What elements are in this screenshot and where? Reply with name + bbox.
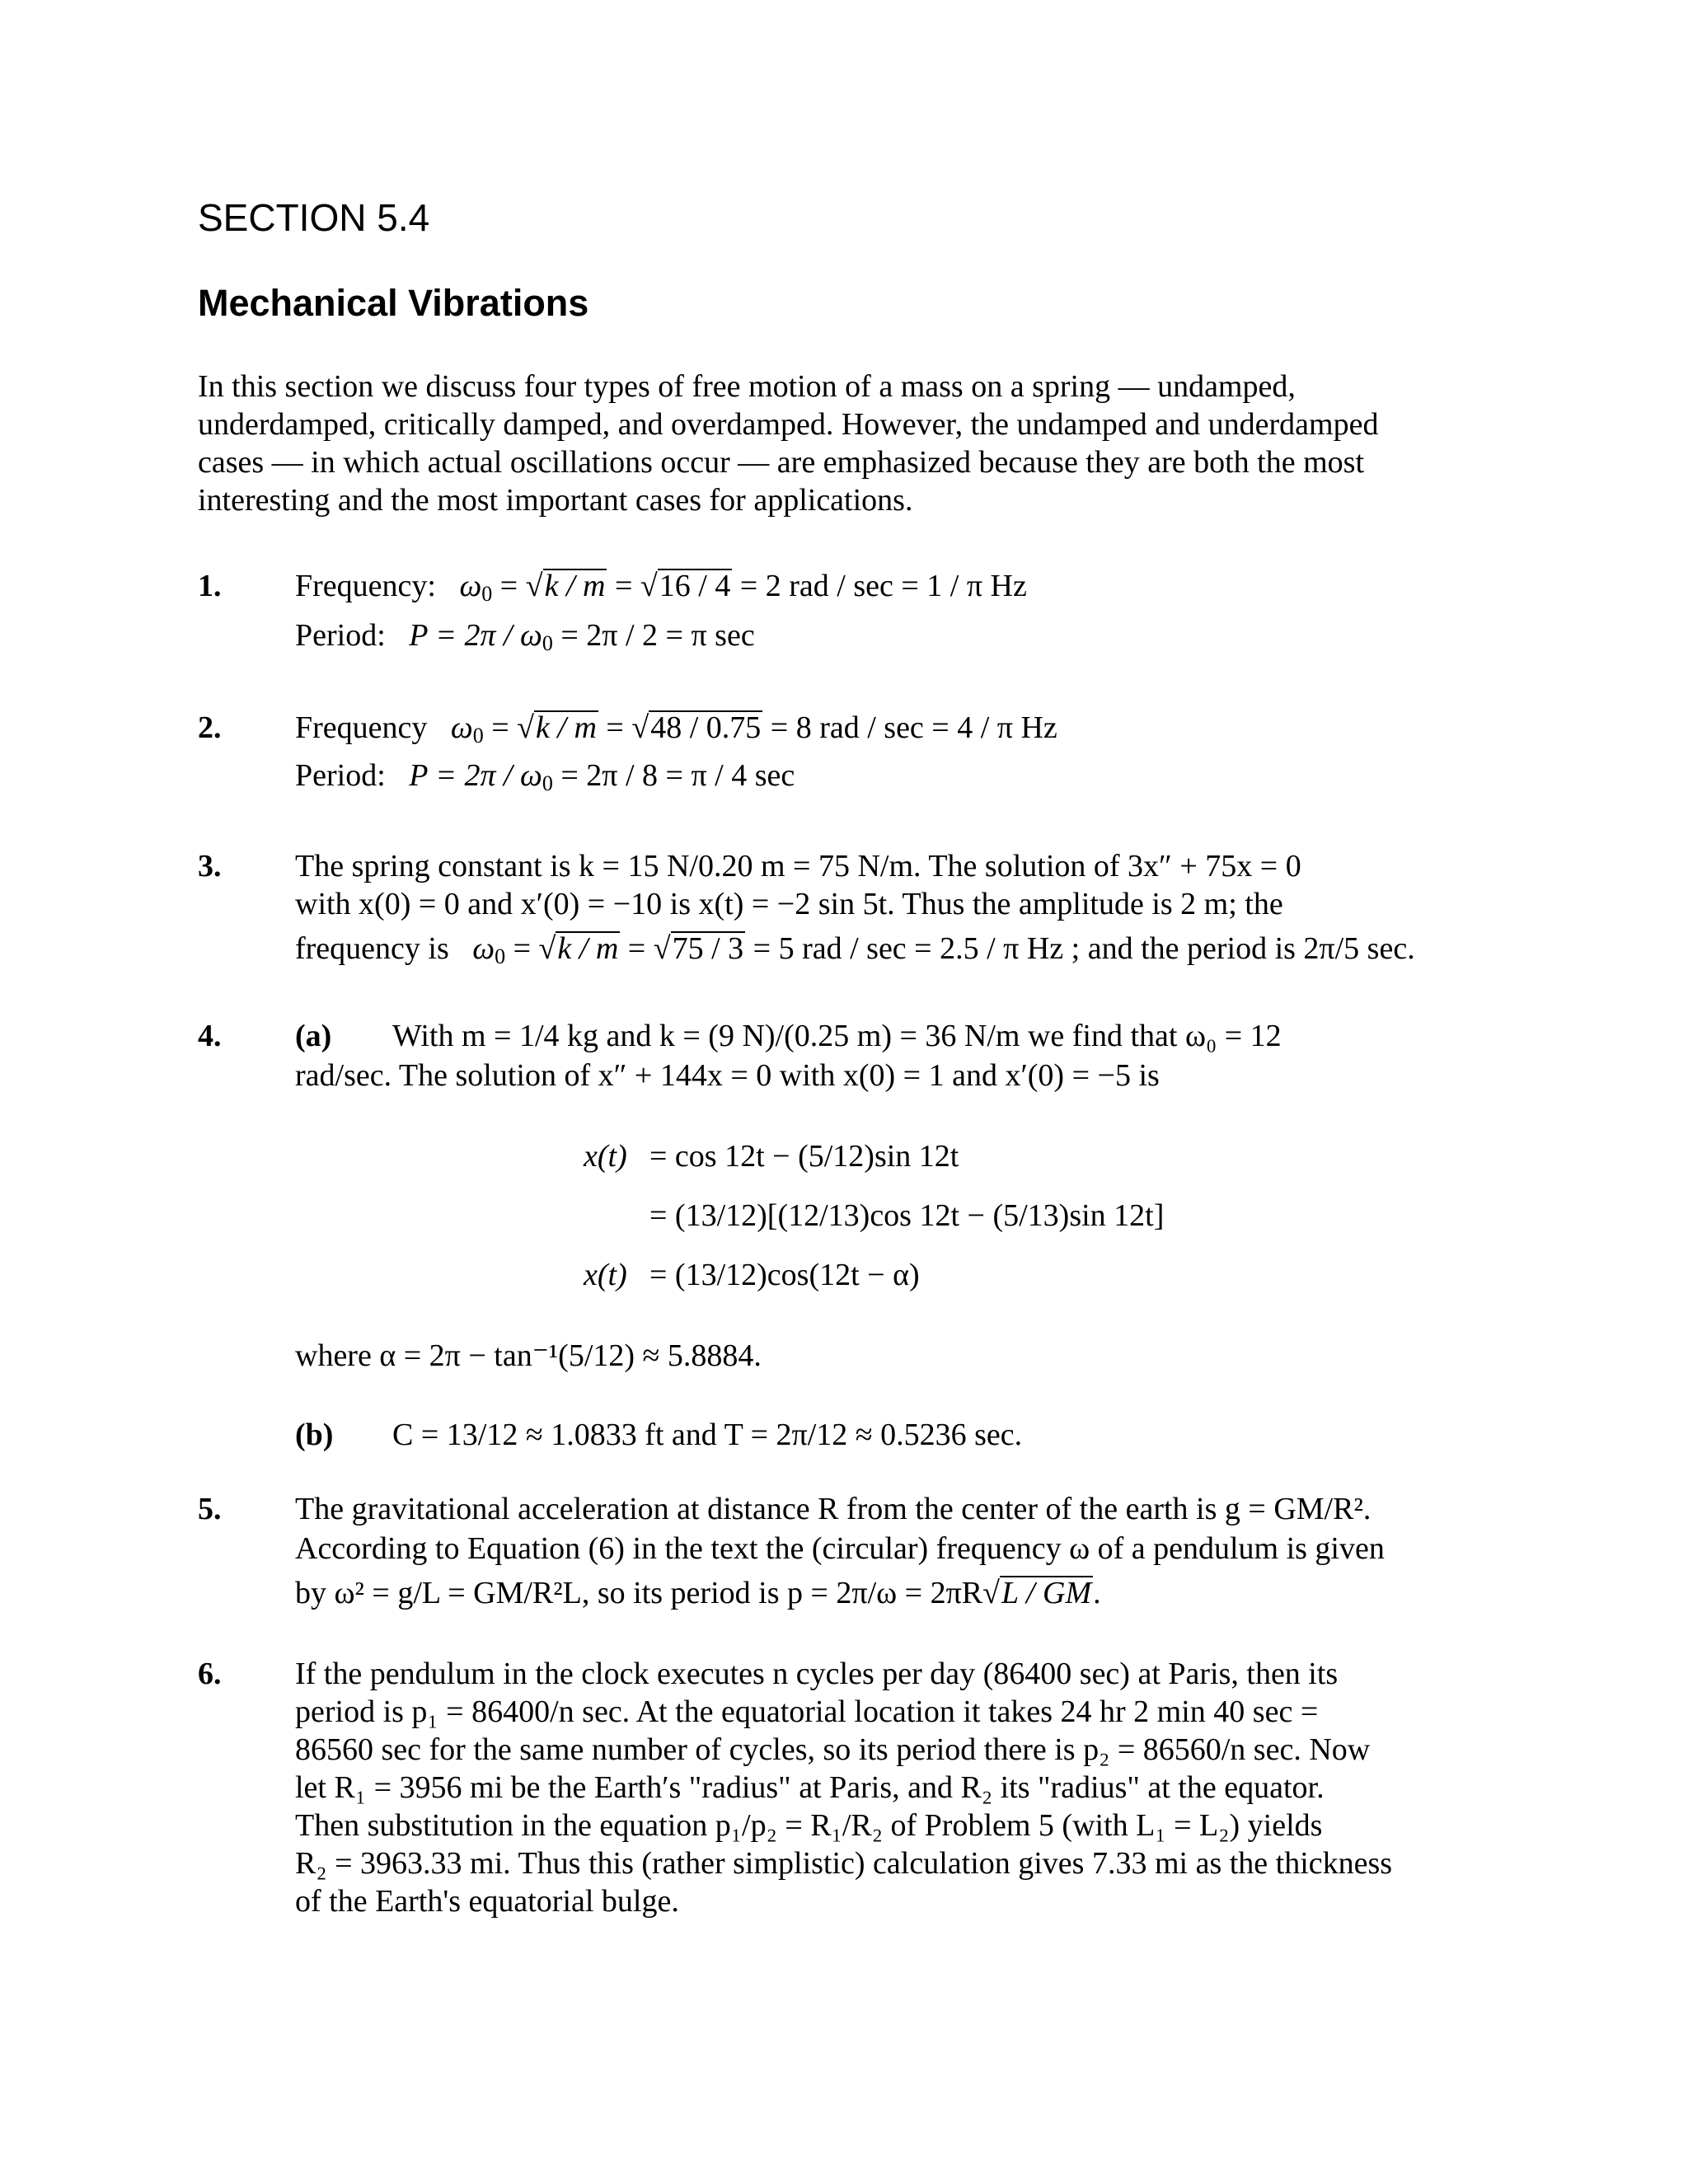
- part-a-label: (a): [295, 1019, 332, 1053]
- subscript-zero: 0: [481, 582, 493, 606]
- problem-3-line: with x(0) = 0 and x′(0) = −10 is x(t) = −2 sin 5t. Thus the amplitude is 2 m; the: [295, 887, 1283, 921]
- intro-line: cases — in which actual oscillations occur — are emphasized because they are both the most: [198, 445, 1364, 480]
- equation-lhs: x(t): [584, 1139, 627, 1174]
- problem-4-line: rad/sec. The solution of x″ + 144x = 0 with x(0) = 1 and x′(0) = −5 is: [295, 1058, 1160, 1093]
- section-title: Mechanical Vibrations: [198, 282, 589, 324]
- equals: =: [492, 569, 526, 603]
- subscript-zero: 0: [542, 771, 553, 795]
- sqrt-k-over-m: √k / m: [517, 710, 597, 745]
- period-label: Period:: [295, 618, 386, 653]
- problem-6-line: of the Earth's equatorial bulge.: [295, 1884, 679, 1919]
- sqrt-k-over-m: √k / m: [525, 569, 606, 603]
- period-end: .: [1093, 1576, 1101, 1610]
- problem-number: 5.: [198, 1492, 222, 1526]
- equation-rhs: = (13/12)[(12/13)cos 12t − (5/13)sin 12t]: [649, 1198, 1165, 1233]
- part-b-text: C = 13/12 ≈ 1.0833 ft and T = 2π/12 ≈ 0.5236 sec.: [392, 1418, 1023, 1452]
- intro-line: interesting and the most important cases for applications.: [198, 483, 913, 518]
- problem-number: 4.: [198, 1019, 222, 1053]
- omega-symbol: ω: [472, 931, 495, 966]
- frequency-label: frequency is: [295, 931, 449, 966]
- problem-6-line: let R₁ = 3956 mi be the Earth′s "radius" at Paris, and R₂ its "radius" at the equator.: [295, 1770, 1325, 1805]
- section-label: SECTION 5.4: [198, 196, 430, 239]
- frequency-result: = 8 rad / sec = 4 / π Hz: [762, 710, 1057, 745]
- problem-6-line: If the pendulum in the clock executes n cycles per day (86400 sec) at Paris, then its: [295, 1657, 1339, 1691]
- problem-number: 1.: [198, 569, 222, 603]
- period-math: P = 2π / ω: [409, 758, 542, 793]
- problem-number: 6.: [198, 1657, 222, 1691]
- frequency-result: = 2 rad / sec = 1 / π Hz: [739, 569, 1027, 603]
- problem-2-period: [295, 757, 795, 803]
- frequency-label: Frequency: [295, 710, 428, 745]
- subscript-zero: 0: [495, 944, 506, 968]
- problem-3-frequency: [295, 930, 1415, 976]
- intro-line: underdamped, critically damped, and overdamped. However, the undamped and underdamped: [198, 407, 1379, 442]
- problem-2-frequency: [295, 709, 1057, 755]
- problem-5-line: According to Equation (6) in the text the (circular) frequency ω of a pendulum is given: [295, 1531, 1385, 1566]
- equals: =: [598, 710, 632, 745]
- equation-lhs: x(t): [584, 1258, 627, 1292]
- problem-3-line: The spring constant is k = 15 N/0.20 m = 75 N/m. The solution of 3x″ + 75x = 0: [295, 849, 1301, 883]
- period-math: P = 2π / ω: [409, 618, 542, 653]
- problem-6-line: period is p₁ = 86400/n sec. At the equatorial location it takes 24 hr 2 min 40 sec =: [295, 1694, 1319, 1729]
- sqrt-value: √16 / 4: [640, 569, 731, 603]
- period-label: Period:: [295, 758, 386, 793]
- problem-6-line: R₂ = 3963.33 mi. Thus this (rather simplistic) calculation gives 7.33 mi as the thickness: [295, 1846, 1393, 1881]
- frequency-result: = 5 rad / sec = 2.5 / π Hz ; and the period is 2π/5 sec.: [745, 931, 1415, 966]
- problem-1-frequency: [295, 567, 1027, 613]
- problem-4-line: With m = 1/4 kg and k = (9 N)/(0.25 m) = 36 N/m we find that ω₀ = 12: [392, 1019, 1282, 1053]
- subscript-zero: 0: [542, 631, 553, 655]
- intro-line: In this section we discuss four types of free motion of a mass on a spring — undamped,: [198, 369, 1296, 404]
- sqrt-value: √75 / 3: [653, 931, 744, 966]
- subscript-zero: 0: [472, 724, 484, 748]
- omega-symbol: ω: [459, 569, 482, 603]
- part-b-label: (b): [295, 1418, 334, 1452]
- equals: =: [607, 569, 640, 603]
- intro-paragraph: [198, 368, 1484, 519]
- problem-5-line: The gravitational acceleration at distance R from the center of the earth is g = GM/R².: [295, 1492, 1372, 1526]
- period-result: = 2π / 2 = π sec: [552, 618, 755, 653]
- frequency-label: Frequency:: [295, 569, 436, 603]
- problem-5-line: [295, 1574, 1101, 1612]
- equation-rhs: = (13/12)cos(12t − α): [649, 1258, 920, 1292]
- sqrt-l-over-gm: √L / GM: [982, 1576, 1092, 1610]
- omega-symbol: ω: [450, 710, 473, 745]
- where-line: where α = 2π − tan⁻¹(5/12) ≈ 5.8884.: [295, 1338, 762, 1373]
- period-result: = 2π / 8 = π / 4 sec: [552, 758, 795, 793]
- equals: =: [620, 931, 654, 966]
- problem-6-line: 86560 sec for the same number of cycles, so its period there is p₂ = 86560/n sec. Now: [295, 1732, 1371, 1767]
- period-formula: by ω² = g/L = GM/R²L, so its period is p = 2π/ω = 2πR: [295, 1576, 983, 1610]
- sqrt-value: √48 / 0.75: [631, 710, 762, 745]
- equals: =: [505, 931, 539, 966]
- problem-number: 3.: [198, 849, 222, 883]
- sqrt-k-over-m: √k / m: [538, 931, 619, 966]
- equation-rhs: = cos 12t − (5/12)sin 12t: [649, 1139, 959, 1174]
- problem-1-period: [295, 616, 755, 663]
- equals: =: [483, 710, 518, 745]
- problem-6-line: Then substitution in the equation p₁/p₂ = R₁/R₂ of Problem 5 (with L₁ = L₂) yields: [295, 1808, 1323, 1843]
- problem-number: 2.: [198, 710, 222, 745]
